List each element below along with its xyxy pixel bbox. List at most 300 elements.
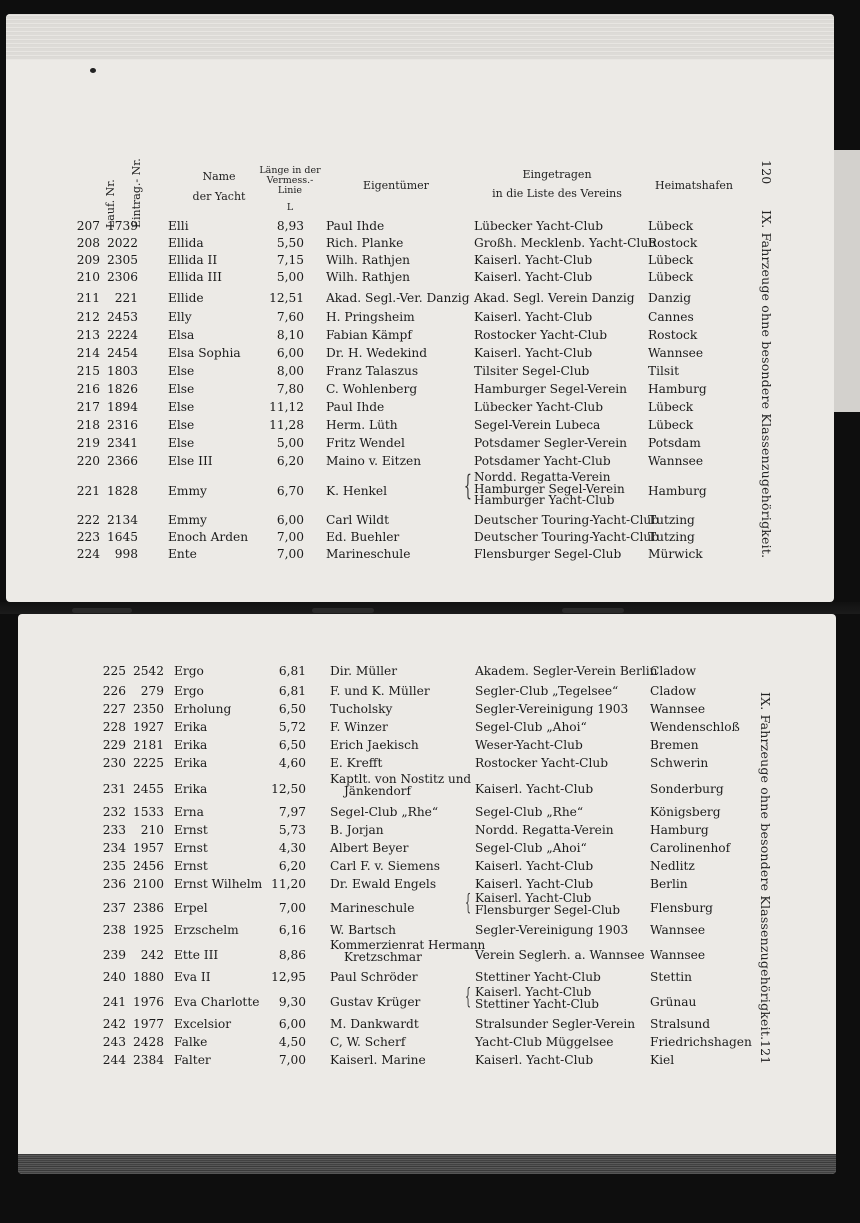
owner-group: [330, 774, 471, 797]
lauf-nr: 214: [76, 346, 100, 360]
home-port: Bremen: [650, 738, 699, 752]
club: Kaiserl. Yacht-Club: [474, 310, 593, 324]
owner: Marineschule: [330, 901, 415, 915]
owner: Wilh. Rathjen: [326, 270, 411, 284]
length: 5,50: [276, 236, 304, 250]
length: 5,73: [278, 823, 306, 837]
page-edge-tab: [834, 150, 860, 412]
yacht-name: Erzschelm: [174, 923, 239, 937]
header-eintrag-nr: Eintrag.- Nr.: [130, 158, 143, 228]
owner: Carl F. v. Siemens: [330, 859, 441, 873]
home-port: Carolinenhof: [650, 841, 731, 855]
length: 4,30: [278, 841, 306, 855]
home-port: Potsdam: [648, 436, 701, 450]
owner: C. Wohlenberg: [326, 382, 418, 396]
home-port: Wannsee: [650, 702, 706, 716]
club: Segel-Club „Ahoi“: [475, 841, 587, 855]
home-port: Grünau: [650, 995, 697, 1009]
table-row: [18, 1016, 836, 1033]
lauf-nr: 224: [76, 547, 100, 561]
home-port: Nedlitz: [650, 859, 695, 873]
yacht-name: Ernst: [174, 859, 208, 873]
owner: Erich Jaekisch: [330, 738, 419, 752]
yacht-name: Excelsior: [174, 1017, 232, 1031]
table-row: [6, 435, 834, 452]
owner: Carl Wildt: [326, 513, 389, 527]
eintrag-nr: 2181: [132, 738, 164, 752]
eintrag-nr: 2316: [106, 418, 138, 432]
club: Kaiserl. Yacht-Club: [474, 270, 593, 284]
owner: Kretzschmar: [344, 949, 422, 964]
owner: Fabian Kämpf: [326, 328, 412, 342]
running-title-bottom: IX. Fahrzeuge ohne besondere Klassenzugehörigkeit.: [758, 692, 773, 1041]
length: 7,00: [278, 901, 306, 915]
length: 6,00: [278, 1017, 306, 1031]
club: Kaiserl. Yacht-Club: [475, 985, 592, 999]
table-row: [18, 663, 836, 680]
eintrag-nr: 242: [140, 948, 164, 962]
home-port: Lübeck: [648, 400, 694, 414]
table-row: [18, 922, 836, 939]
lauf-nr: 243: [102, 1035, 126, 1049]
length: 7,00: [276, 530, 304, 544]
lauf-nr: 223: [76, 530, 100, 544]
length: 4,50: [278, 1035, 306, 1049]
club: Akadem. Segler-Verein Berlin: [475, 664, 658, 678]
owner: Kaiserl. Marine: [330, 1053, 426, 1067]
length: 7,00: [276, 547, 304, 561]
club: Hamburger Yacht-Club: [474, 493, 615, 507]
club: Weser-Yacht-Club: [475, 738, 583, 752]
table-row: [6, 546, 834, 563]
owner: Dr. Ewald Engels: [330, 877, 437, 891]
home-port: Cladow: [650, 684, 697, 698]
lauf-nr: 226: [102, 684, 126, 698]
length: 6,81: [278, 664, 306, 678]
home-port: Lübeck: [648, 270, 694, 284]
eintrag-nr: 2341: [106, 436, 138, 450]
yacht-name: Falter: [174, 1053, 211, 1067]
lauf-nr: 208: [76, 236, 100, 250]
club: Kaiserl. Yacht-Club: [475, 1053, 594, 1067]
eintrag-nr: 2022: [106, 236, 138, 250]
page-edge-stack: [18, 1154, 836, 1174]
header-eigentuemer: Eigentümer: [363, 179, 429, 192]
lauf-nr: 210: [76, 270, 100, 284]
yacht-name: Elsa: [168, 328, 195, 342]
owner: Herm. Lüth: [326, 418, 398, 432]
yacht-name: Emmy: [168, 484, 207, 498]
owner: Segel-Club „Rhe“: [330, 805, 439, 819]
yacht-name: Elsa Sophia: [168, 346, 241, 360]
table-row: [18, 755, 836, 772]
header-laenge-3: Linie: [277, 185, 303, 196]
owner: Akad. Segl.-Ver. Danzig: [326, 291, 470, 305]
table-row: [6, 235, 834, 252]
club-group: [475, 987, 599, 1010]
club: Stettiner Yacht-Club: [475, 996, 599, 1011]
table-row: [6, 327, 834, 344]
yacht-name: Else III: [168, 454, 213, 468]
yacht-name: Falke: [174, 1035, 208, 1049]
owner: Paul Ihde: [326, 400, 385, 414]
yacht-name: Eva Charlotte: [174, 995, 260, 1009]
yacht-name: Ellida II: [168, 253, 218, 267]
owner: C, W. Scherf: [330, 1035, 406, 1049]
yacht-name: Ernst: [174, 823, 208, 837]
owner: H. Pringsheim: [326, 310, 415, 324]
home-port: Kiel: [650, 1053, 675, 1067]
club: Akad. Segl. Verein Danzig: [474, 291, 635, 305]
owner: Dir. Müller: [330, 664, 398, 678]
eintrag-nr: 210: [140, 823, 164, 837]
club: Nordd. Regatta-Verein: [474, 470, 611, 484]
lauf-nr: 241: [102, 995, 126, 1009]
brace-mark: {: [464, 985, 472, 1010]
yacht-name: Ergo: [174, 664, 204, 678]
owner: E. Krefft: [330, 756, 383, 770]
length: 7,97: [278, 805, 306, 819]
length: 8,93: [276, 219, 304, 233]
home-port: Rostock: [648, 328, 698, 342]
home-port: Stettin: [650, 970, 693, 984]
eintrag-nr: 2134: [106, 513, 138, 527]
lauf-nr: 236: [102, 877, 126, 891]
length: 12,51: [269, 291, 304, 305]
lauf-nr: 220: [76, 454, 100, 468]
home-port: Sonderburg: [650, 782, 724, 796]
club: Segel-Club „Rhe“: [475, 805, 584, 819]
home-port: Berlin: [650, 877, 688, 891]
lauf-nr: 234: [102, 841, 126, 855]
lauf-nr: 242: [102, 1017, 126, 1031]
eintrag-nr: 1977: [132, 1017, 164, 1031]
table-row: [6, 309, 834, 326]
lauf-nr: 225: [102, 664, 126, 678]
table-row: [18, 701, 836, 718]
length: 7,00: [278, 1053, 306, 1067]
eintrag-nr: 221: [114, 291, 138, 305]
lauf-nr: 240: [102, 970, 126, 984]
club: Segler-Vereinigung 1903: [475, 702, 629, 716]
header-lauf-nr: Lauf. Nr.: [104, 179, 117, 228]
header-heimatshafen: Heimatshafen: [655, 179, 733, 192]
club: Lübecker Yacht-Club: [474, 219, 604, 233]
owner: K. Henkel: [326, 484, 388, 498]
yacht-name: Ellide: [168, 291, 204, 305]
yacht-name: Ernst Wilhelm: [174, 877, 263, 891]
lauf-nr: 211: [76, 291, 100, 305]
lauf-nr: 230: [102, 756, 126, 770]
eintrag-nr: 1880: [132, 970, 164, 984]
owner: Kaptlt. von Nostitz und: [330, 772, 472, 786]
binding-mark: [312, 608, 374, 613]
owner: Albert Beyer: [330, 841, 409, 855]
lauf-nr: 212: [76, 310, 100, 324]
table-row: [18, 1034, 836, 1051]
lauf-nr: 235: [102, 859, 126, 873]
eintrag-nr: 2350: [132, 702, 164, 716]
ink-speck: [90, 68, 96, 73]
lauf-nr: 233: [102, 823, 126, 837]
club: Segel-Club „Ahoi“: [475, 720, 587, 734]
yacht-name: Else: [168, 400, 195, 414]
club: Rostocker Yacht-Club: [475, 756, 609, 770]
length: 12,95: [271, 970, 306, 984]
length: 5,72: [278, 720, 306, 734]
home-port: Wannsee: [650, 948, 706, 962]
home-port: Mürwick: [648, 547, 703, 561]
page-number-121: 121: [758, 1040, 773, 1065]
club-group: [475, 893, 620, 916]
home-port: Lübeck: [648, 219, 694, 233]
eintrag-nr: 1533: [132, 805, 164, 819]
owner: Tucholsky: [330, 702, 393, 716]
club: Kaiserl. Yacht-Club: [474, 253, 593, 267]
table-row: [6, 218, 834, 235]
table-row: [6, 417, 834, 434]
yacht-name: Erika: [174, 738, 208, 752]
club: Nordd. Regatta-Verein: [475, 823, 614, 837]
length: 6,81: [278, 684, 306, 698]
owner-group: [330, 940, 485, 963]
yacht-name: Enoch Arden: [168, 530, 249, 544]
eintrag-nr: 2225: [132, 756, 164, 770]
eintrag-nr: 2456: [132, 859, 164, 873]
table-row: [6, 252, 834, 269]
table-row: [18, 804, 836, 821]
owner: Maino v. Eitzen: [326, 454, 422, 468]
home-port: Lübeck: [648, 253, 694, 267]
yacht-name: Ente: [168, 547, 197, 561]
yacht-name: Else: [168, 436, 195, 450]
home-port: Tilsit: [648, 364, 679, 378]
lauf-nr: 244: [102, 1053, 126, 1067]
table-row: [18, 969, 836, 986]
owner: W. Bartsch: [330, 923, 397, 937]
length: 6,20: [276, 454, 304, 468]
owner: M. Dankwardt: [330, 1017, 419, 1031]
home-port: Danzig: [648, 291, 692, 305]
table-row: [18, 737, 836, 754]
table-row: [6, 512, 834, 529]
header-name-1: Name: [202, 170, 236, 183]
club: Großh. Mecklenb. Yacht-Club: [474, 236, 656, 250]
book-page-120: [6, 14, 834, 602]
club: Deutscher Touring-Yacht-Club: [474, 513, 660, 527]
table-row: [18, 840, 836, 857]
header-laenge-4: L: [286, 202, 294, 213]
header-eingetragen-2: in die Liste des Vereins: [492, 187, 622, 200]
lauf-nr: 222: [76, 513, 100, 527]
club: Kaiserl. Yacht-Club: [474, 346, 593, 360]
home-port: Tutzing: [648, 530, 695, 544]
eintrag-nr: 279: [140, 684, 164, 698]
club: Kaiserl. Yacht-Club: [475, 891, 592, 905]
home-port: Hamburg: [650, 823, 709, 837]
eintrag-nr: 2428: [132, 1035, 164, 1049]
eintrag-nr: 1925: [132, 923, 164, 937]
length: 6,70: [276, 484, 304, 498]
eintrag-nr: 998: [114, 547, 138, 561]
length: 8,86: [278, 948, 306, 962]
eintrag-nr: 2224: [106, 328, 138, 342]
book-page-121: [18, 614, 836, 1174]
table-row: [6, 399, 834, 416]
lauf-nr: 218: [76, 418, 100, 432]
eintrag-nr: 2305: [106, 253, 138, 267]
home-port: Stralsund: [650, 1017, 710, 1031]
header-laenge-2: Vermess.-: [266, 175, 314, 186]
eintrag-nr: 1957: [132, 841, 164, 855]
owner: F. und K. Müller: [330, 684, 430, 698]
table-row: [18, 719, 836, 736]
club: Yacht-Club Müggelsee: [475, 1035, 614, 1049]
yacht-name: Erika: [174, 782, 208, 796]
home-port: Wannsee: [650, 923, 706, 937]
table-row: [18, 900, 836, 917]
club: Kaiserl. Yacht-Club: [475, 859, 594, 873]
header-eingetragen-1: Eingetragen: [522, 168, 592, 181]
length: 11,20: [271, 877, 306, 891]
length: 9,30: [278, 995, 306, 1009]
club: Potsdamer Yacht-Club: [474, 454, 611, 468]
home-port: Lübeck: [648, 418, 694, 432]
table-row: [6, 363, 834, 380]
page-edge-stack: [6, 14, 834, 60]
length: 8,10: [276, 328, 304, 342]
length: 8,00: [276, 364, 304, 378]
yacht-name: Ernst: [174, 841, 208, 855]
table-row: [18, 1052, 836, 1069]
lauf-nr: 237: [102, 901, 126, 915]
club: Flensburger Segel-Club: [475, 902, 621, 917]
length: 5,00: [276, 436, 304, 450]
club: Kaiserl. Yacht-Club: [475, 782, 594, 796]
yacht-name: Erika: [174, 720, 208, 734]
table-row: [18, 822, 836, 839]
home-port: Wendenschloß: [650, 720, 740, 734]
club: Stralsunder Segler-Verein: [475, 1017, 636, 1031]
lauf-nr: 219: [76, 436, 100, 450]
eintrag-nr: 1826: [106, 382, 138, 396]
owner: B. Jorjan: [330, 823, 384, 837]
eintrag-nr: 2454: [106, 346, 138, 360]
binding-mark: [562, 608, 624, 613]
brace-mark: {: [464, 891, 472, 916]
home-port: Cannes: [648, 310, 694, 324]
yacht-name: Elli: [168, 219, 189, 233]
eintrag-nr: 2455: [132, 782, 164, 796]
club: Stettiner Yacht-Club: [475, 970, 601, 984]
club: Segler-Vereinigung 1903: [475, 923, 629, 937]
yacht-name: Ette III: [174, 948, 219, 962]
table-row: [6, 483, 834, 500]
eintrag-nr: 2100: [132, 877, 164, 891]
club: Segler-Club „Tegelsee“: [475, 684, 619, 698]
lauf-nr: 217: [76, 400, 100, 414]
length: 6,16: [278, 923, 306, 937]
owner: Jänkendorf: [344, 783, 411, 798]
lauf-nr: 216: [76, 382, 100, 396]
length: 6,50: [278, 738, 306, 752]
length: 11,28: [269, 418, 304, 432]
lauf-nr: 207: [76, 219, 100, 233]
yacht-name: Elly: [168, 310, 192, 324]
owner: Paul Ihde: [326, 219, 385, 233]
eintrag-nr: 1803: [106, 364, 138, 378]
eintrag-nr: 1739: [106, 219, 138, 233]
owner: Franz Talaszus: [326, 364, 419, 378]
yacht-name: Ellida: [168, 236, 204, 250]
lauf-nr: 215: [76, 364, 100, 378]
yacht-name: Ergo: [174, 684, 204, 698]
home-port: Hamburg: [648, 382, 707, 396]
table-row: [18, 876, 836, 893]
home-port: Tutzing: [648, 513, 695, 527]
home-port: Rostock: [648, 236, 698, 250]
lauf-nr: 209: [76, 253, 100, 267]
lauf-nr: 232: [102, 805, 126, 819]
lauf-nr: 239: [102, 948, 126, 962]
lauf-nr: 229: [102, 738, 126, 752]
brace-mark: {: [463, 469, 472, 502]
club: Verein Seglerh. a. Wannsee: [475, 948, 645, 962]
eintrag-nr: 1894: [106, 400, 138, 414]
club: Flensburger Segel-Club: [474, 547, 622, 561]
header-name-2: der Yacht: [192, 190, 246, 203]
length: 7,15: [276, 253, 304, 267]
length: 4,60: [278, 756, 306, 770]
home-port: Flensburg: [650, 901, 713, 915]
club: Segel-Verein Lubeca: [474, 418, 601, 432]
binding-mark: [72, 608, 132, 613]
eintrag-nr: 1645: [106, 530, 138, 544]
home-port: Friedrichshagen: [650, 1035, 752, 1049]
club: Lübecker Yacht-Club: [474, 400, 604, 414]
club: Potsdamer Segler-Verein: [474, 436, 627, 450]
home-port: Wannsee: [648, 346, 704, 360]
owner: Paul Schröder: [330, 970, 418, 984]
yacht-name: Eva II: [174, 970, 211, 984]
lauf-nr: 213: [76, 328, 100, 342]
length: 11,12: [269, 400, 304, 414]
length: 6,00: [276, 346, 304, 360]
eintrag-nr: 2542: [132, 664, 164, 678]
eintrag-nr: 2384: [132, 1053, 164, 1067]
club: Rostocker Yacht-Club: [474, 328, 608, 342]
yacht-name: Erpel: [174, 901, 208, 915]
lauf-nr: 238: [102, 923, 126, 937]
lauf-nr: 228: [102, 720, 126, 734]
eintrag-nr: 1976: [132, 995, 164, 1009]
eintrag-nr: 2386: [132, 901, 164, 915]
table-row: [18, 683, 836, 700]
table-row: [18, 858, 836, 875]
page-number-120: 120: [759, 160, 774, 185]
owner: Ed. Buehler: [326, 530, 400, 544]
home-port: Wannsee: [648, 454, 704, 468]
yacht-name: Else: [168, 364, 195, 378]
length: 6,50: [278, 702, 306, 716]
owner: Gustav Krüger: [330, 995, 421, 1009]
club: Deutscher Touring-Yacht-Club: [474, 530, 660, 544]
length: 7,80: [276, 382, 304, 396]
yacht-name: Ellida III: [168, 270, 222, 284]
owner: Kommerzienrat Hermann: [330, 938, 486, 952]
club: Tilsiter Segel-Club: [474, 364, 590, 378]
length: 5,00: [276, 270, 304, 284]
